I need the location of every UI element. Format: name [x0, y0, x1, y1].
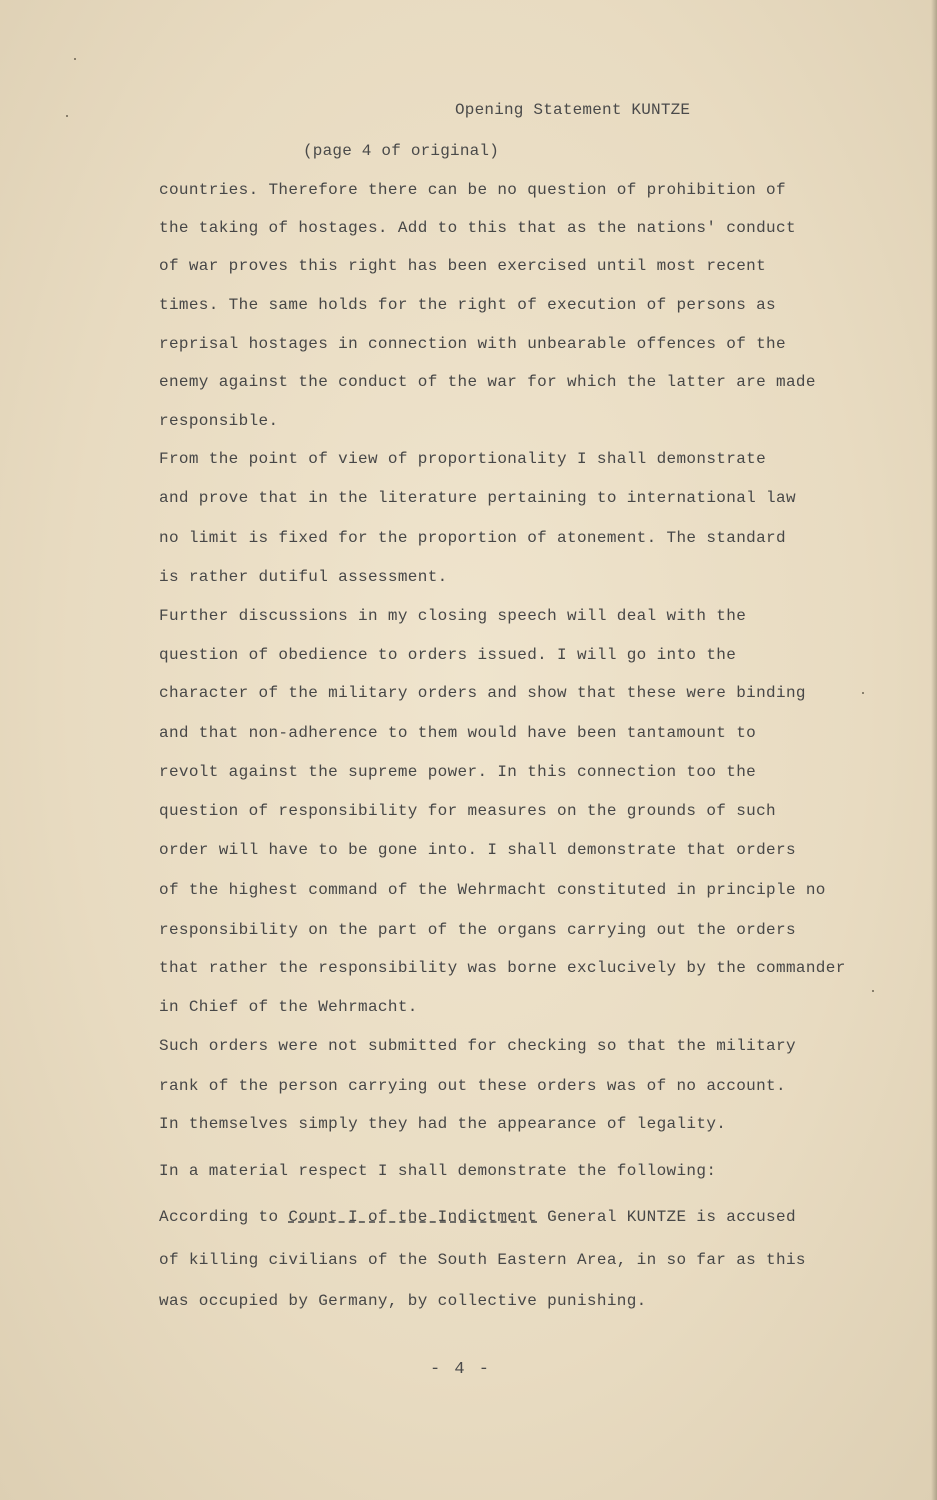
text-line: in Chief of the Wehrmacht. [159, 998, 418, 1016]
text-line: was occupied by Germany, by collective punishing. [159, 1292, 647, 1310]
indictment-count-reference: Count I of the Indictment [288, 1208, 538, 1226]
paper-speck [74, 58, 76, 60]
text-line: times. The same holds for the right of execution of persons as [159, 296, 776, 314]
text-line: and prove that in the literature pertaining to international law [159, 489, 796, 507]
text-line: rank of the person carrying out these orders was of no account. [159, 1077, 786, 1095]
text-line: responsibility on the part of the organs carrying out the orders [159, 921, 796, 939]
text-line: of war proves this right has been exercised until most recent [159, 257, 767, 275]
text-line: reprisal hostages in connection with unbearable offences of the [159, 335, 786, 353]
text-line: revolt against the supreme power. In this connection too the [159, 763, 757, 781]
text-line: of killing civilians of the South Eastern Area, in so far as this [159, 1251, 806, 1269]
text-line: enemy against the conduct of the war for which the latter are made [159, 373, 816, 391]
text-line: Such orders were not submitted for checking so that the military [159, 1037, 796, 1055]
text-line: no limit is fixed for the proportion of atonement. The standard [159, 529, 786, 547]
text-line: Further discussions in my closing speech will deal with the [159, 607, 747, 625]
page-edge-shadow [931, 0, 937, 1500]
indictment-prefix: According to [159, 1208, 289, 1226]
indictment-line [159, 1208, 796, 1226]
text-line: In themselves simply they had the appearance of legality. [159, 1115, 727, 1133]
text-line: In a material respect I shall demonstrate the following: [159, 1162, 717, 1180]
page-number: - 4 - [430, 1360, 492, 1379]
text-line: that rather the responsibility was borne exclucively by the commander [159, 959, 846, 977]
text-line: and that non-adherence to them would have been tantamount to [159, 724, 757, 742]
paper-speck [66, 115, 68, 117]
document-title: Opening Statement KUNTZE [455, 101, 691, 119]
text-line: question of responsibility for measures on the grounds of such [159, 802, 776, 820]
text-line: From the point of view of proportionality I shall demonstrate [159, 450, 767, 468]
text-line: the taking of hostages. Add to this that as the nations' conduct [159, 219, 796, 237]
text-line: order will have to be gone into. I shall demonstrate that orders [159, 841, 796, 859]
text-line: of the highest command of the Wehrmacht constituted in principle no [159, 881, 826, 899]
text-line: question of obedience to orders issued. I will go into the [159, 646, 737, 664]
text-line: character of the military orders and show that these were binding [159, 684, 806, 702]
text-line: is rather dutiful assessment. [159, 568, 448, 586]
indictment-suffix: General KUNTZE is accused [537, 1208, 796, 1226]
text-line: countries. Therefore there can be no question of prohibition of [159, 181, 786, 199]
paper-speck [862, 692, 864, 694]
paper-speck [872, 990, 874, 992]
text-line: responsible. [159, 412, 279, 430]
page-reference: (page 4 of original) [303, 142, 500, 160]
